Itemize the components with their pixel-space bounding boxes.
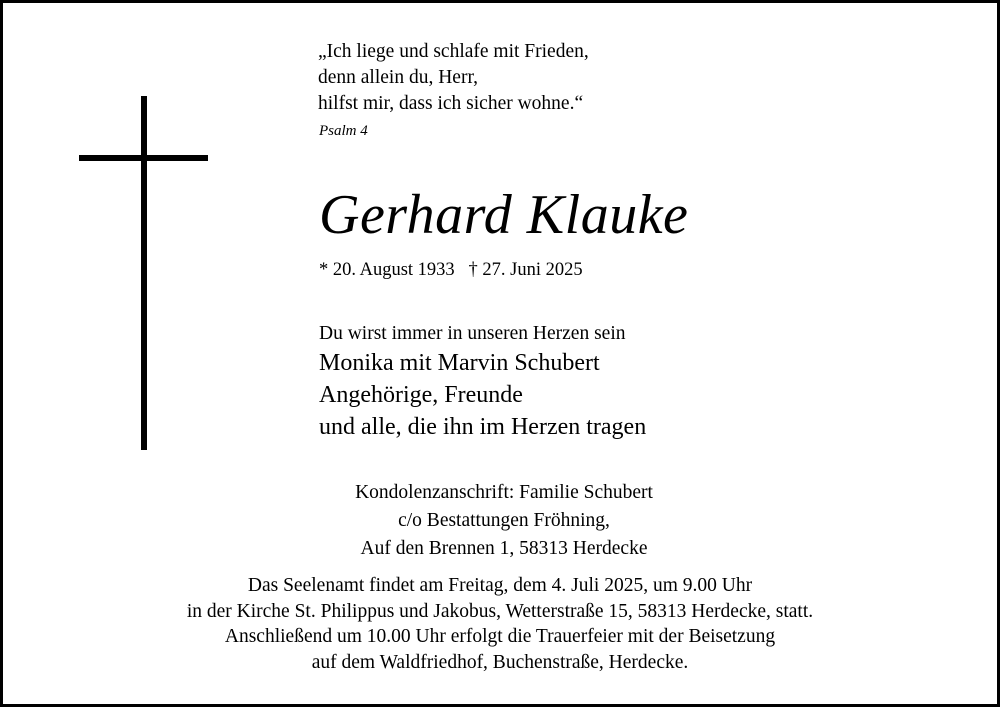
cross-vertical-bar — [141, 96, 147, 450]
condolence-address — [319, 479, 689, 563]
address-line: Auf den Brennen 1, 58313 Herdecke — [360, 538, 648, 559]
service-line: Das Seelenamt findet am Freitag, dem 4. Juli 2025, um 9.00 Uhr — [247, 575, 753, 596]
mourning-intro: Du wirst immer in unseren Herzen sein — [319, 323, 626, 344]
cross-horizontal-bar — [79, 155, 208, 161]
service-line: auf dem Waldfriedhof, Buchenstraße, Herdecke. — [311, 651, 689, 673]
funeral-service-notice — [3, 573, 997, 675]
service-line: in der Kirche St. Philippus und Jakobus, Wetterstraße 15, 58313 Herdecke, statt. — [186, 600, 814, 622]
quote-line: hilfst mir, dass ich sicher wohne.“ — [318, 93, 584, 114]
deceased-name: Gerhard Klauke — [319, 184, 689, 246]
mourner-line: und alle, die ihn im Herzen tragen — [319, 414, 647, 440]
quote-source: Psalm 4 — [319, 123, 368, 139]
address-line: c/o Bestattungen Fröhning, — [398, 510, 610, 531]
address-line: Kondolenzanschrift: Familie Schubert — [355, 482, 653, 503]
mourners-block — [319, 321, 646, 443]
quote-line: denn allein du, Herr, — [318, 67, 479, 88]
bible-quote — [318, 39, 589, 117]
service-line: Anschließend um 10.00 Uhr erfolgt die Trauerfeier mit der Beisetzung — [224, 626, 776, 647]
mourner-line: Angehörige, Freunde — [319, 382, 523, 408]
mourner-line: Monika mit Marvin Schubert — [319, 350, 600, 376]
quote-line: „Ich liege und schlafe mit Frieden, — [318, 41, 589, 62]
life-dates: * 20. August 1933 † 27. Juni 2025 — [319, 260, 583, 280]
